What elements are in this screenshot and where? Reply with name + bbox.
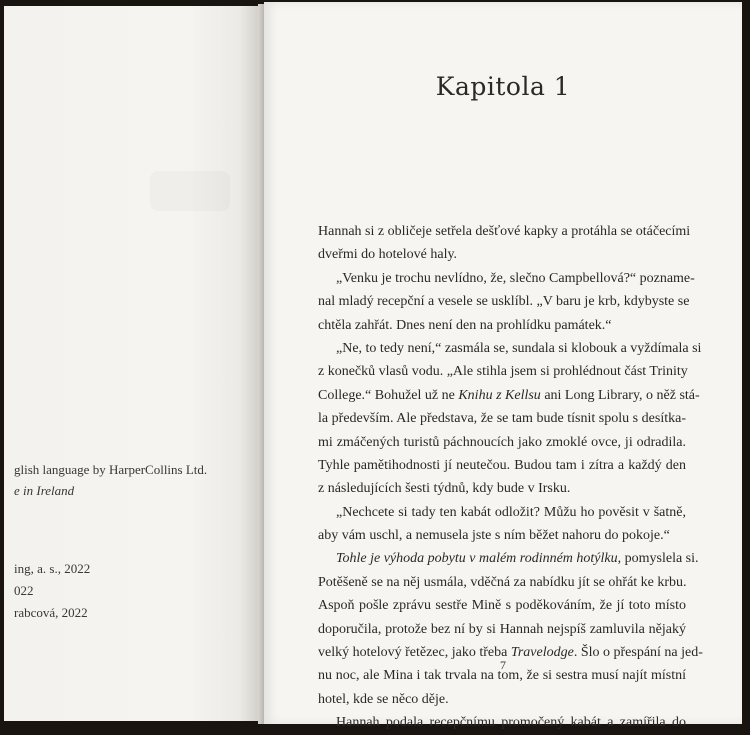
text-segment: . Šlo o přespání na jed- xyxy=(573,645,703,661)
text-segment: „Nechcete si tady ten kabát odložit? Můžu ho pověsit v šatně, xyxy=(336,504,686,520)
text-segment: ani Long Library, o něž stá- xyxy=(540,387,700,403)
text-segment: , pomyslela si. xyxy=(617,551,699,567)
text-line xyxy=(318,547,699,570)
copyright-line: 022 xyxy=(14,583,34,598)
text-segment: z konečků vlasů vodu. „Ale stihla jsem si prohlédnout část Trinity xyxy=(318,364,688,380)
chapter-title: Kapitola 1 xyxy=(435,72,571,101)
italic-text: Knihu z Kellsu xyxy=(458,387,541,403)
text-line xyxy=(318,290,690,313)
text-segment: Tyhle pamětihodnosti jí neutečou. Budou tam i zítra a každý den xyxy=(318,457,686,473)
text-segment: Aspoň pošle zprávu sestře Mině s poděkováním, že jí toto místo xyxy=(318,598,686,614)
text-line xyxy=(318,384,700,407)
text-line xyxy=(318,618,686,641)
text-segment: dveřmi do hotelové haly. xyxy=(318,247,458,263)
text-segment: la především. Ale představa, že se tam bude tísnit spolu s desítka- xyxy=(318,411,686,427)
copyright-line: ing, a. s., 2022 xyxy=(14,561,91,576)
italic-text: Travelodge xyxy=(510,645,574,661)
text-segment: nal mladý recepční a vesele se usklíbl. „V baru je krb, kdybyste se xyxy=(318,294,690,310)
text-segment: aby vám uschl, a nemusela jste s ním běžet nahoru do pokoje.“ xyxy=(318,528,670,544)
copyright-line: rabcová, 2022 xyxy=(14,605,88,620)
text-segment: „Ne, to tedy není,“ zasmála se, sundala si klobouk a vyždímala si xyxy=(336,340,702,356)
text-segment: Hannah si z obličeje setřela dešťové kapky a protáhla se otáčecími xyxy=(318,224,691,239)
italic-text: Tohle je výhoda pobytu v malém rodinném hotýlku xyxy=(336,551,618,567)
text-segment: mi zmáčených turistů páchnoucích jako zmoklé ovce, ji odradila. xyxy=(318,434,686,450)
text-segment: z následujících šesti týdnů, kdy bude v Irsku. xyxy=(318,481,571,497)
text-segment: doporučila, protože bez ní by si Hannah nejspíš zamluvila nějaký xyxy=(318,621,686,637)
text-line xyxy=(318,524,686,547)
text-line xyxy=(318,711,686,734)
text-segment: velký hotelový řetězec, jako třeba xyxy=(318,645,511,661)
text-segment: College.“ Bohužel už ne xyxy=(318,387,459,403)
page-number: 7 xyxy=(500,658,506,672)
text-line xyxy=(318,571,686,594)
text-segment: Hannah podala recepčnímu promočený kabát a zamířila do xyxy=(336,715,686,731)
text-segment: hotel, kde se něco děje. xyxy=(318,691,449,707)
copyright-line: glish language by HarperCollins Ltd. xyxy=(14,462,208,477)
text-line xyxy=(318,314,686,337)
text-segment: chtěla zahřát. Dnes není den na prohlídku památek.“ xyxy=(318,317,612,333)
text-line xyxy=(318,360,686,383)
text-line xyxy=(318,220,691,243)
text-segment: Potěšeně se na něj usmála, vděčná za nabídku jít se ohřát ke krbu. xyxy=(318,574,687,590)
text-line xyxy=(318,407,686,430)
text-segment: „Venku je trochu nevlídno, že, slečno Campbellová?“ poznamе- xyxy=(336,270,695,286)
text-line xyxy=(318,501,686,524)
text-line xyxy=(318,337,702,360)
show-through-mark xyxy=(150,171,230,211)
text-segment: nu noc, ale Mina i tak trvala na tom, že si sestra musí najít místní xyxy=(318,668,686,684)
text-line xyxy=(318,243,686,266)
text-line xyxy=(318,594,686,617)
text-line xyxy=(318,267,695,290)
text-line xyxy=(318,431,686,454)
text-line xyxy=(318,454,686,477)
copyright-line: e in Ireland xyxy=(14,483,75,498)
left-page xyxy=(4,6,266,721)
right-page xyxy=(264,2,742,731)
text-line xyxy=(318,477,686,500)
text-line xyxy=(318,688,686,711)
